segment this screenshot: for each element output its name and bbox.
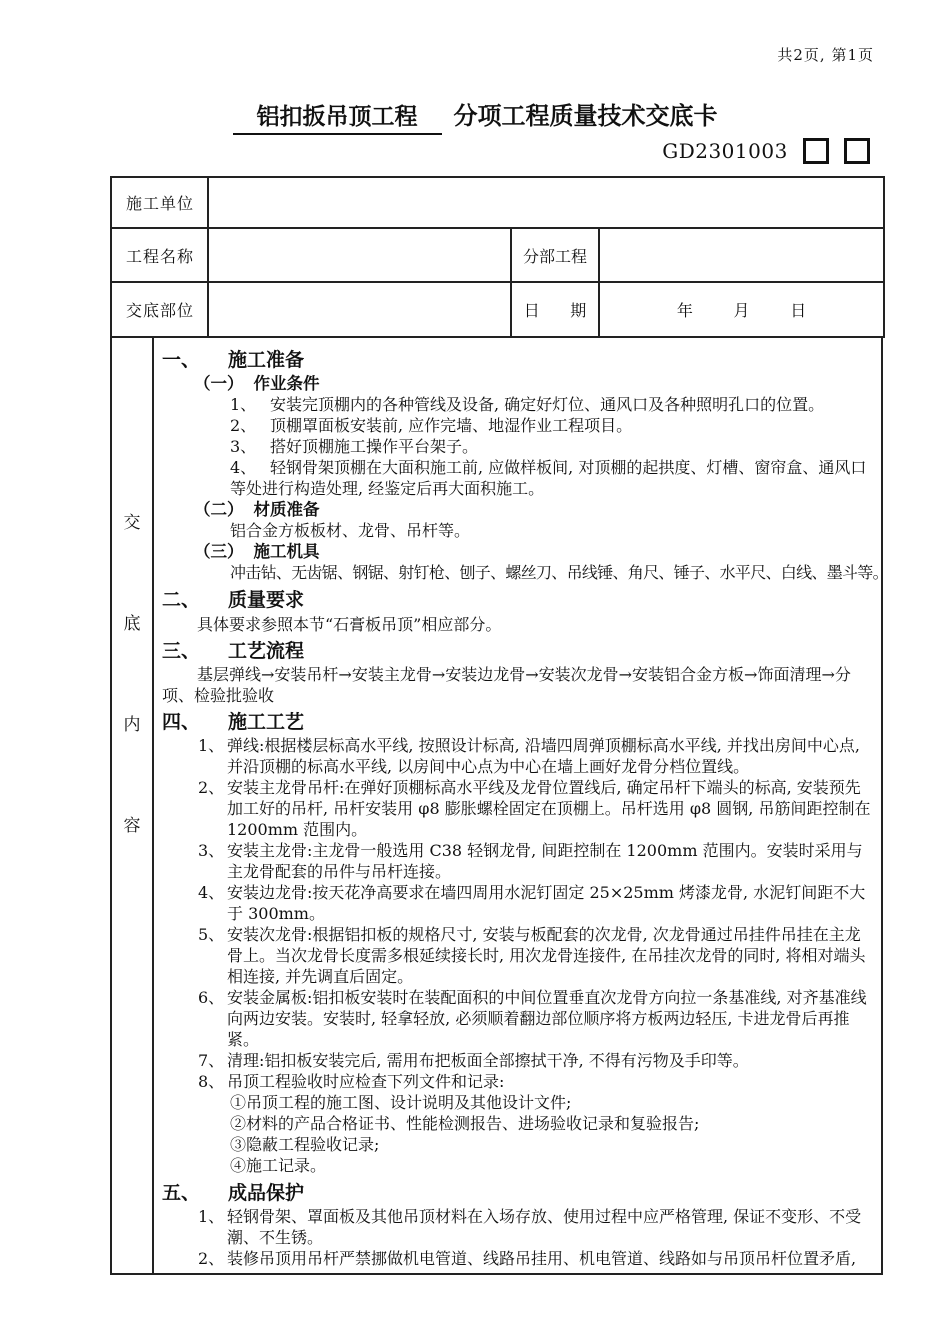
page-number: 共2页, 第1页 bbox=[777, 46, 874, 64]
tool-list: 冲击钻、无齿锯、钢锯、射钉枪、刨子、螺丝刀、吊线锤、角尺、锤子、水平尺、白线、墨斗等。 bbox=[230, 563, 888, 582]
list-item: 2、 装修吊顶用吊杆严禁挪做机电管道、线路吊挂用、机电管道、线路如与吊顶吊杆位置矛盾, bbox=[198, 1249, 857, 1268]
disclosure-part-field bbox=[208, 282, 511, 337]
section-1-heading: 一、 施工准备 bbox=[162, 349, 305, 371]
division-field bbox=[599, 228, 884, 282]
section-4-heading: 四、 施工工艺 bbox=[162, 711, 305, 733]
list-item: 2、 安装主龙骨吊杆:在弹好顶棚标高水平线及龙骨位置线后, 确定吊杆下端头的标高, 安装预先加工好的吊杆, 吊杆安装用 φ8 膨胀螺栓固定在顶棚上。吊杆选用 φ8 圆钢, 吊筋间距控制在 1200mm 范围内。 bbox=[198, 778, 871, 839]
info-table bbox=[110, 176, 885, 338]
record-item: ④施工记录。 bbox=[230, 1156, 327, 1175]
list-item: 8、 吊顶工程验收时应检查下列文件和记录: bbox=[198, 1072, 505, 1091]
code-checkbox-2 bbox=[844, 138, 870, 164]
list-item: 1、 轻钢骨架、罩面板及其他吊顶材料在入场存放、使用过程中应严格管理, 保证不变形、不受潮、不生锈。 bbox=[198, 1207, 862, 1247]
record-item: ①吊顶工程的施工图、设计说明及其他设计文件; bbox=[230, 1093, 572, 1112]
list-item: 2、 顶棚罩面板安装前, 应作完墙、地湿作业工程项目。 bbox=[230, 416, 633, 435]
title-subject-underlined: 铝扣扳吊顶工程 bbox=[233, 104, 442, 135]
section-5-heading: 五、 成品保护 bbox=[162, 1182, 305, 1204]
construction-unit-label: 施工单位 bbox=[111, 177, 208, 228]
side-label-char: 交 bbox=[123, 513, 141, 533]
document-title bbox=[0, 100, 950, 133]
list-item: 1、 安装完顶棚内的各种管线及设备, 确定好灯位、通风口及各种照明孔口的位置。 bbox=[230, 395, 825, 414]
side-label-char: 容 bbox=[123, 816, 141, 836]
list-item: 4、 轻钢骨架顶棚在大面积施工前, 应做样板间, 对顶棚的起拱度、灯槽、窗帘盒、通风口等处进行构造处理, 经鉴定后再大面积施工。 bbox=[230, 458, 867, 498]
process-flow-text: 基层弹线→安装吊杆→安装主龙骨→安装边龙骨→安装次龙骨→安装铝合金方板→饰面清理→分项、检验批验收 bbox=[162, 665, 851, 705]
section-2-heading: 二、 质量要求 bbox=[162, 589, 305, 611]
list-item: 6、 安装金属板:铝扣板安装时在装配面积的中间位置垂直次龙骨方向拉一条基准线, 对齐基准线向两边安装。安装时, 轻拿轻放, 必须顺着翻边部位顺序将方板两边轻压, 卡进龙骨后再推紧。 bbox=[198, 988, 867, 1049]
table-row bbox=[111, 282, 884, 337]
section-1-sub-3-heading: （三） 施工机具 bbox=[194, 542, 320, 561]
disclosure-content-cell bbox=[153, 337, 888, 1274]
construction-unit-field bbox=[208, 177, 884, 228]
content-table bbox=[110, 336, 888, 1275]
table-row bbox=[111, 337, 882, 1274]
date-label: 日 期 bbox=[511, 282, 599, 337]
side-label-char: 内 bbox=[123, 715, 141, 735]
list-item: 1、 弹线:根据楼层标高水平线, 按照设计标高, 沿墙四周弹顶棚标高水平线, 并找出房间中心点, 并沿顶棚的标高水平线, 以房间中心点为中心在墙上画好龙骨分档位置线。 bbox=[198, 736, 860, 776]
list-item: 7、 清理:铝扣板安装完后, 需用布把板面全部擦拭干净, 不得有污物及手印等。 bbox=[198, 1051, 749, 1070]
list-item: 3、 搭好顶棚施工操作平台架子。 bbox=[230, 437, 479, 456]
form-code-row bbox=[110, 138, 870, 168]
list-item: 4、 安装边龙骨:按天花净高要求在墙四周用水泥钉固定 25×25mm 烤漆龙骨, 水泥钉间距不大于 300mm。 bbox=[198, 883, 866, 923]
record-item: ③隐蔽工程验收记录; bbox=[230, 1135, 380, 1154]
table-row bbox=[111, 228, 884, 282]
project-name-label: 工程名称 bbox=[111, 228, 208, 282]
record-item: ②材料的产品合格证书、性能检测报告、进场验收记录和复验报告; bbox=[230, 1114, 700, 1133]
quality-requirement-text: 具体要求参照本节“石膏板吊顶”相应部分。 bbox=[197, 615, 502, 634]
project-name-field bbox=[208, 228, 511, 282]
section-1-sub-2-heading: （二） 材质准备 bbox=[194, 500, 320, 519]
disclosure-content-side-label bbox=[111, 337, 153, 1274]
disclosure-content bbox=[154, 338, 888, 1273]
section-3-heading: 三、 工艺流程 bbox=[162, 640, 305, 662]
disclosure-part-label: 交底部位 bbox=[111, 282, 208, 337]
list-item: 3、 安装主龙骨:主龙骨一般选用 C38 轻钢龙骨, 间距控制在 1200mm 范围内。安装时采用与主龙骨配套的吊件与吊杆连接。 bbox=[198, 841, 863, 881]
section-1-sub-1-heading: （一） 作业条件 bbox=[194, 374, 320, 393]
code-checkbox-1 bbox=[803, 138, 829, 164]
table-row bbox=[111, 177, 884, 228]
list-item: 5、 安装次龙骨:根据铝扣板的规格尺寸, 安装与板配套的次龙骨, 次龙骨通过吊挂件吊挂在主龙骨上。当次龙骨长度需多根延续接长时, 用次龙骨连接件, 在吊挂次龙骨的同时, 将相对端头相连接, 并先调直后固定。 bbox=[198, 925, 866, 986]
side-label-char: 底 bbox=[123, 614, 141, 634]
form-code: GD2301003 bbox=[662, 139, 788, 163]
division-label: 分部工程 bbox=[511, 228, 599, 282]
title-suffix: 分项工程质量技术交底卡 bbox=[453, 102, 718, 130]
date-value: 年 月 日 bbox=[599, 282, 884, 337]
material-list: 铝合金方板板材、龙骨、吊杆等。 bbox=[230, 521, 471, 540]
